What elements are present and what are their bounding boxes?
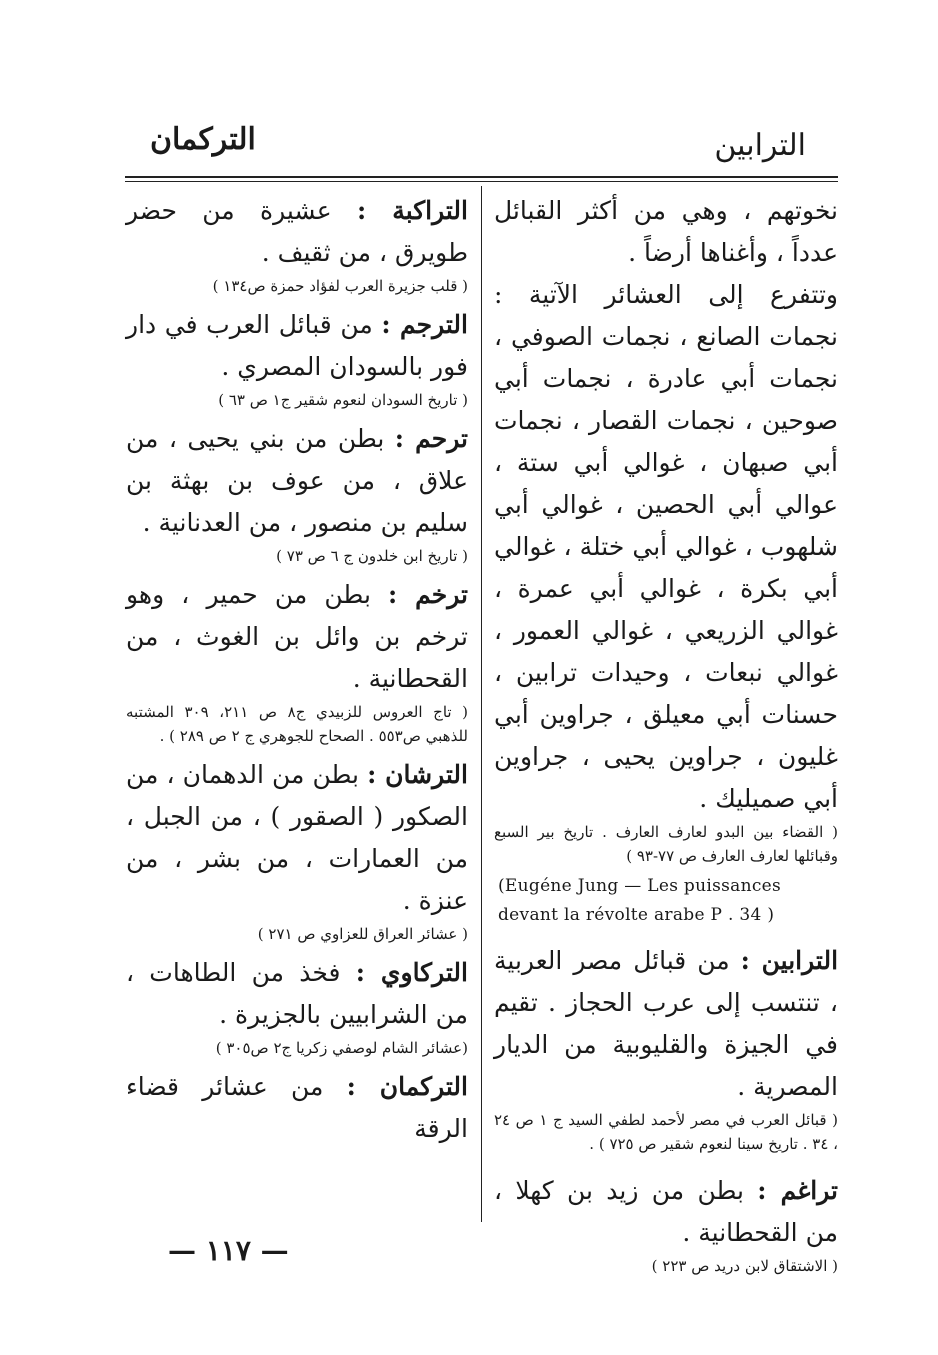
entry-headword: ترحم : <box>394 424 468 453</box>
entry-taraghim <box>494 1170 838 1254</box>
entry-text: بطن من زيد بن كهلا ، من القحطانية . <box>494 1176 838 1247</box>
entry-headword: التراكبة : <box>356 196 468 225</box>
entry-headword: ترخم : <box>388 580 468 609</box>
source-citation: ( تاج العروس للزبيدي ج٨ ص ٢١١، ٣٠٩ المشتبه للذهبي ص٥٥٣ . الصحاح للجوهري ج ٢ ص ٢٨٩ ) . <box>126 703 469 745</box>
left-column <box>126 190 468 1150</box>
entry-clans-list: وتتفرع إلى العشائر الآتية : نجمات الصانع ، نجمات الصوفي ، نجمات أبي عادرة ، نجمات أبي صوحين ، نجمات القصار ، نجمات أبي صبهان ، غوالي أبي ستة ، عوالي أبي الحصين ، غوالي أبي شلهوب ، غوالي أبي ختلة ، غوالي أبي بكرة ، غوالي أبي عمرة ، غوالي الزريعي ، غوالي العمور ، غوالي نبعات ، وحيدات ترابين ، حسنات أبي معيلق ، جراوين أبي غليون ، جراوين يحيى ، جراوين أبي صميليك . <box>494 280 838 813</box>
column-divider <box>481 186 482 1222</box>
source-citation: ( عشائر العراق للعزاوي ص ٢٧١ ) <box>257 925 468 943</box>
entry-tarakiba <box>126 190 468 274</box>
entry-tarjam <box>126 304 468 388</box>
running-head-right: الترابين <box>714 128 806 163</box>
entry-text: بطن من حمير ، وهو ترخم بن وائل بن الغوث ، من القحطانية . <box>126 580 468 693</box>
entry-headword: الترشان : <box>367 760 468 789</box>
entry-headword: الترجم : <box>381 310 468 339</box>
entry-text: بطن من بني يحيى ، من علاق ، من عوف بن بهثة بن سليم بن منصور ، من العدنانية . <box>126 424 468 537</box>
source-citation-latin-2: devant la révolte arabe P . 34 ) <box>498 905 775 925</box>
entry-headword: تراغم : <box>757 1176 838 1205</box>
entry-tarkham <box>126 574 468 700</box>
entry-turkawi <box>126 952 468 1036</box>
entry-tarham <box>126 418 468 544</box>
entry-text: من قبائل مصر العربية ، تنتسب إلى عرب الحجاز . تقيم في الجيزة والقليوبية من الديار المصرية . <box>494 946 838 1101</box>
entry-text: من قبائل العرب في دار فور بالسودان المصري . <box>126 310 468 381</box>
right-column <box>494 190 838 1284</box>
entry-tarabin <box>494 940 838 1108</box>
running-head-left: التركمان <box>150 122 256 157</box>
entry-text: فخذ من الطاهات ، من الشرابيين بالجزيرة . <box>126 958 468 1029</box>
source-citation: (عشائر الشام لوصفي زكريا ج٢ ص٣٠٥ ) <box>215 1039 468 1057</box>
source-citation: ( القضاء بين البدو لعارف العارف . تاريخ بير السبع وقبائلها لعارف العارف ص ٧٧-٩٣ ) <box>494 823 838 865</box>
entry-text: عشيرة من حضر طويرق ، من ثقيف . <box>126 196 468 267</box>
entry-text: بطن من الدهمان ، من الصكور ( الصقور ) ، من الجبل ، من العمارات ، من بشر ، من عنزة . <box>126 760 468 915</box>
entry-headword: التركمان : <box>346 1072 468 1101</box>
source-citation-latin-1: (Eugéne Jung — Les puissances <box>498 876 782 896</box>
source-citation: ( تاريخ ابن خلدون ج ٦ ص ٧٣ ) <box>276 547 468 565</box>
entry-continuation: نخوتهم ، وهي من أكثر القبائل عدداً ، وأغناها أرضاً . <box>494 196 838 267</box>
entry-headword: الترابين : <box>740 946 839 975</box>
entry-headword: التركاوي : <box>355 958 468 987</box>
source-citation: ( تاريخ السودان لنعوم شقير ج١ ص ٦٣ ) <box>218 391 468 409</box>
source-citation: ( الاشتقاق لابن دريد ص ٢٢٣ ) <box>651 1257 838 1275</box>
entry-turkman <box>126 1066 468 1150</box>
header-rule <box>125 176 838 178</box>
page-number: — ١١٧ — <box>168 1234 289 1267</box>
entry-tarshan <box>126 754 468 922</box>
source-citation: ( قبائل العرب في مصر لأحمد لطفي السيد ج ١ ص ٢٤ ، ٣٤ . تاريخ سينا لنعوم شقير ص ٧٢٥ ) . <box>494 1111 838 1153</box>
header-rule-thin <box>125 181 838 182</box>
entry-text: من عشائر قضاء الرقة <box>126 1072 468 1143</box>
source-citation: ( قلب جزيرة العرب لفؤاد حمزة ص١٣٤ ) <box>212 277 468 295</box>
